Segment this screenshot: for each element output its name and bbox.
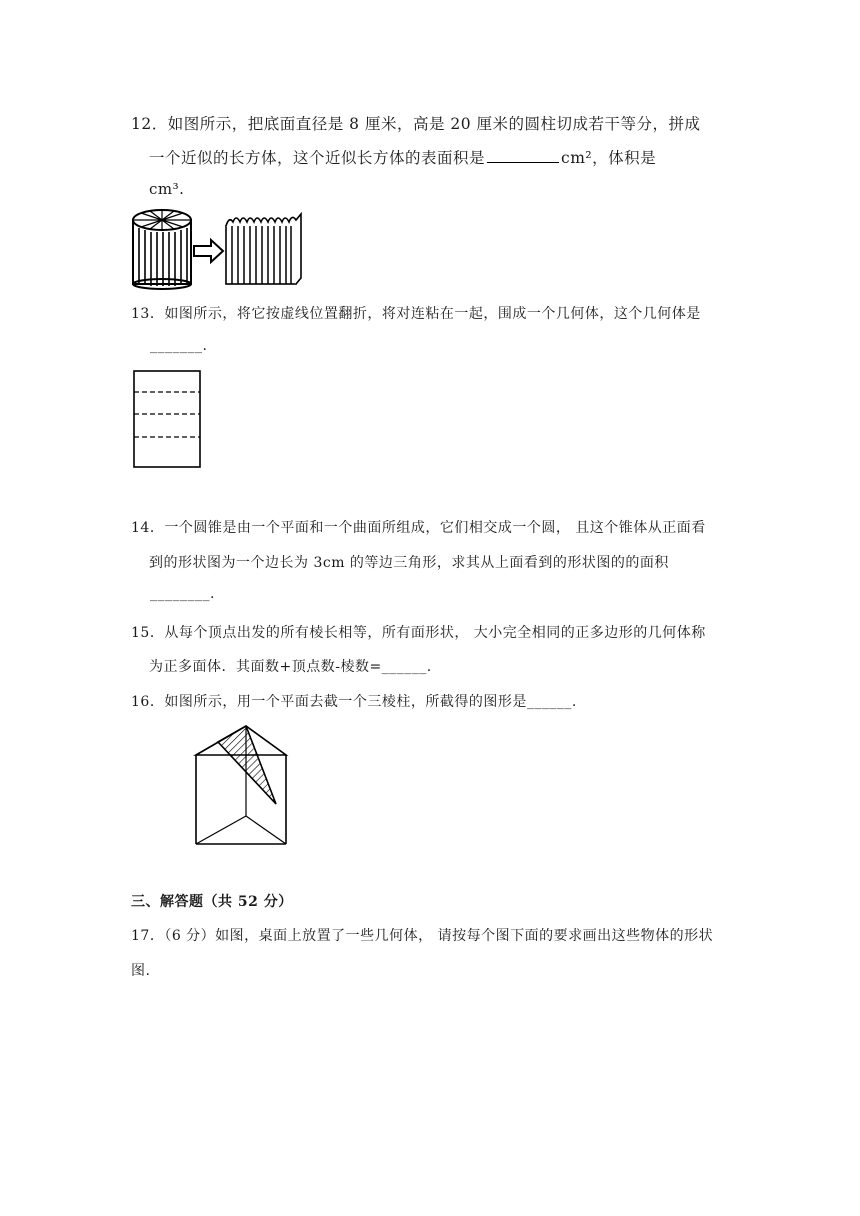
q12-line2-text: 一个近似的长方体，这个近似长方体的表面积是 [149,149,486,167]
q14-line1: 14．一个圆锥是由一个平面和一个曲面所组成，它们相交成一个圆， 且这个锥体从正面看 [131,520,706,536]
q12-line2 [149,146,656,168]
q16-line1: 16．如图所示，用一个平面去截一个三棱柱，所截得的图形是______. [131,694,577,710]
q12-area-blank [487,148,559,163]
q12-area-unit: cm²，体积是 [561,149,657,167]
q13-line2: _______. [150,338,208,354]
q17-line1: 17．（6 分）如图，桌面上放置了一些几何体， 请按每个图下面的要求画出这些物体的形状 [131,928,714,944]
section-3-title: 三、解答题（共 52 分） [131,894,293,910]
q12-line3: cm³. [149,180,185,198]
q12-cylinder-figure [131,208,307,290]
q12-line1: 12．如图所示，把底面直径是 8 厘米，高是 20 厘米的圆柱切成若干等分，拼成 [131,115,701,133]
q15-line1: 15．从每个顶点出发的所有棱长相等，所有面形状， 大小完全相同的正多边形的几何体称 [131,625,706,641]
q13-line1: 13．如图所示，将它按虚线位置翻折，将对连粘在一起，围成一个几何体，这个几何体是 [131,306,701,322]
q17-line2: 图. [131,963,151,979]
q13-fold-figure [132,369,202,469]
q15-line2: 为正多面体．其面数+顶点数-棱数=______. [149,659,432,675]
q14-line3: ________. [150,586,215,602]
q14-line2: 到的形状图为一个边长为 3cm 的等边三角形，求其从上面看到的形状图的的面积 [149,555,669,571]
q16-prism-figure [190,720,290,848]
